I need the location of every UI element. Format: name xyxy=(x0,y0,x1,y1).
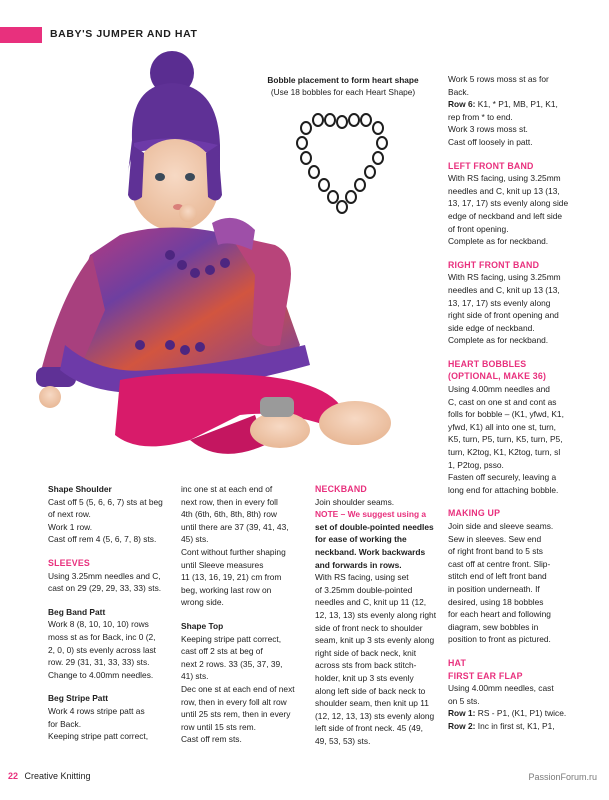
note-line: NOTE – We suggest using a xyxy=(315,509,427,520)
text-line: With RS facing, using set xyxy=(315,572,409,583)
bobble-caption xyxy=(248,74,438,98)
text-line: 1, P2tog, psso. xyxy=(448,459,504,470)
text-line: inc one st at each end of xyxy=(181,484,273,494)
text-line: cast on 29 (29, 29, 33, 33) sts. xyxy=(48,583,162,594)
text-line: Cont without further shaping xyxy=(181,546,286,557)
text-line: Cast off loosely in patt. xyxy=(448,136,533,147)
text-line: 13, 17, 17) sts evenly along xyxy=(448,297,551,308)
bobble-marker xyxy=(313,114,323,126)
bobble-marker xyxy=(337,201,347,213)
page-number: 22 xyxy=(8,771,19,781)
text-line: 4th (6th, 6th, 8th, 8th) row xyxy=(181,509,277,520)
bobble-marker xyxy=(346,191,356,203)
text-line: needles and C, knit up 11 (12, xyxy=(315,597,427,608)
text-line: 2, 0, 0) sts evenly across last xyxy=(48,644,156,655)
column-4 xyxy=(448,73,598,733)
text-line: Dec one st at each end of next xyxy=(181,683,295,694)
text-line: Complete as for neckband. xyxy=(448,236,549,247)
note-line: and forwards in rows. xyxy=(315,559,402,570)
text-line: Keeping stripe patt correct, xyxy=(48,731,149,742)
text-line: right side of front opening and xyxy=(448,310,559,321)
text-line: of right front band to 5 sts xyxy=(448,546,543,557)
text-line: RS - P1, (K1, P1) twice. xyxy=(475,708,567,719)
bobble-marker xyxy=(328,191,338,203)
text-line: Work 4 rows stripe patt as xyxy=(48,705,145,716)
text-line: 12, 13, 13) sts evenly along right xyxy=(315,609,437,620)
text-line: Cast off rem 4 (5, 6, 7, 8) sts. xyxy=(48,534,157,545)
text-line: until there are 37 (39, 41, 43, xyxy=(181,521,289,532)
text-line: Work 1 row. xyxy=(48,521,93,532)
text-line: Work 5 rows moss st as for xyxy=(448,74,549,84)
text-line: Inc in first st, K1, P1, xyxy=(475,720,555,731)
sleeves-heading: SLEEVES xyxy=(48,557,90,568)
column-2 xyxy=(181,483,313,746)
text-line: left side of front neck. 45 (49, xyxy=(315,723,424,734)
text-line: Using 4.00mm needles, cast xyxy=(448,683,554,694)
text-line: on 5 sts. xyxy=(448,695,480,706)
text-line: shoulder seam, then knit up 11 xyxy=(315,698,429,709)
text-line: holder, knit up 3 sts evenly xyxy=(315,672,414,683)
heart-bobble-diagram xyxy=(292,110,392,214)
text-line: needles and C, knit up 13 (13, xyxy=(448,284,560,295)
text-line: folls for bobble – (K1, yfwd, K1, xyxy=(448,409,564,420)
text-line: Change to 4.00mm needles. xyxy=(48,669,154,680)
text-line: desired, using 18 bobbles xyxy=(448,596,544,607)
beg-stripe-heading: Beg Stripe Patt xyxy=(48,693,109,704)
column-1 xyxy=(48,483,178,743)
text-line: 49, 53, 53) sts. xyxy=(315,735,371,746)
text-line: (12, 12, 13, 13) sts evenly along xyxy=(315,710,435,721)
text-line: Cast off 5 (5, 6, 6, 7) sts at beg xyxy=(48,496,163,507)
text-line: needles and C, knit up 13 (13, xyxy=(448,185,560,196)
text-line: Work 3 rows moss st. xyxy=(448,124,528,135)
text-line: beg, working last row on xyxy=(181,584,272,595)
bobble-marker xyxy=(301,152,311,164)
text-line: wrong side. xyxy=(181,597,224,608)
beg-band-heading: Beg Band Patt xyxy=(48,606,106,617)
row-2-label: Row 2: xyxy=(448,720,476,731)
text-line: With RS facing, using 3.25mm xyxy=(448,272,561,283)
text-line: 13, 17, 17) sts evenly along side xyxy=(448,198,569,209)
bobble-marker xyxy=(319,179,329,191)
text-line: edge of neckband and left side xyxy=(448,210,563,221)
text-line: Work 8 (8, 10, 10, 10) rows xyxy=(48,619,149,630)
text-line: yfwd, K1) all into one st, turn, xyxy=(448,421,556,432)
shape-shoulder-heading: Shape Shoulder xyxy=(48,484,112,494)
text-line: Complete as for neckband. xyxy=(448,335,549,346)
text-line: of front opening. xyxy=(448,223,509,234)
text-line: Keeping stripe patt correct, xyxy=(181,633,282,644)
header-accent-bar xyxy=(0,27,42,43)
bobble-caption-title: Bobble placement to form heart shape xyxy=(267,75,419,85)
text-line: seam, knit up 3 sts evenly along xyxy=(315,635,435,646)
hat-heading: HAT xyxy=(448,657,467,668)
text-line: turn, K2tog, K1, K2tog, turn, sl xyxy=(448,447,561,458)
bobble-marker xyxy=(365,166,375,178)
text-line: next row, then in every foll xyxy=(181,496,278,507)
row-6-label: Row 6: xyxy=(448,99,476,110)
neckband-heading: NECKBAND xyxy=(315,484,367,494)
text-line: for each heart and following xyxy=(448,609,551,620)
text-line: across sts from back stitch- xyxy=(315,660,417,671)
text-line: stitch end of left front band xyxy=(448,571,547,582)
making-up-heading: MAKING UP xyxy=(448,508,501,519)
watermark: PassionForum.ru xyxy=(528,772,597,782)
text-line: moss st as for Back, inc 0 (2, xyxy=(48,631,156,642)
bobble-marker xyxy=(355,179,365,191)
text-line: Cast off rem sts. xyxy=(181,734,242,745)
note-line: set of double-pointed needles xyxy=(315,521,434,532)
text-line: C, cast on one st and cont as xyxy=(448,396,557,407)
text-line: until Sleeve measures xyxy=(181,559,264,570)
column-3 xyxy=(315,483,447,747)
bobble-caption-subtitle: (Use 18 bobbles for each Heart Shape) xyxy=(270,87,416,97)
footer xyxy=(8,771,91,781)
magazine-name: Creative Knitting xyxy=(24,771,91,781)
bobble-marker xyxy=(361,114,371,126)
text-line: side of front neck to shoulder xyxy=(315,622,423,633)
text-line: cast off at centre front. Slip- xyxy=(448,558,551,569)
bobble-marker xyxy=(325,114,335,126)
bobble-marker xyxy=(297,137,307,149)
page-title: BABY'S JUMPER AND HAT xyxy=(50,28,198,40)
right-front-band-heading: RIGHT FRONT BAND xyxy=(448,259,540,270)
first-ear-flap-heading: FIRST EAR FLAP xyxy=(448,670,523,681)
text-line: in position underneath. If xyxy=(448,583,540,594)
text-line: cast off 2 sts at beg of xyxy=(181,646,263,657)
text-line: row until 15 sts rem. xyxy=(181,721,256,732)
text-line: for Back. xyxy=(48,718,82,729)
text-line: position to front as pictured. xyxy=(448,634,551,645)
heart-bobbles-heading: HEART BOBBLES xyxy=(448,358,527,369)
bobble-marker xyxy=(373,152,383,164)
bobble-marker xyxy=(377,137,387,149)
bobble-marker xyxy=(349,114,359,126)
text-line: long end for attaching bobble. xyxy=(448,484,559,495)
text-line: diagram, sew bobbles in xyxy=(448,621,539,632)
text-line: of next row. xyxy=(48,509,91,520)
text-line: K5, turn, P5, turn, K5, turn, P5, xyxy=(448,434,563,445)
left-front-band-heading: LEFT FRONT BAND xyxy=(448,160,534,171)
text-line: K1, * P1, MB, P1, K1, xyxy=(475,99,558,110)
text-line: Join side and sleeve seams. xyxy=(448,521,554,531)
text-line: row, then in every foll alt row xyxy=(181,696,287,707)
text-line: 11 (13, 16, 19, 21) cm from xyxy=(181,572,282,583)
text-line: 41) sts. xyxy=(181,671,209,682)
note-line: for ease of working the xyxy=(315,534,407,545)
shape-top-heading: Shape Top xyxy=(181,620,224,631)
row-1-label: Row 1: xyxy=(448,708,476,719)
note-line: neckband. Work backwards xyxy=(315,546,426,557)
text-line: row. 29 (31, 31, 33, 33) sts. xyxy=(48,657,150,668)
text-line: Using 3.25mm needles and C, xyxy=(48,570,161,581)
text-line: Sew in sleeves. Sew end xyxy=(448,533,542,544)
text-line: along left side of back neck to xyxy=(315,685,426,696)
text-line: until 25 sts rem, then in every xyxy=(181,709,291,720)
text-line: With RS facing, using 3.25mm xyxy=(448,173,561,184)
text-line: of 3.25mm double-pointed xyxy=(315,584,413,595)
text-line: Join shoulder seams. xyxy=(315,496,395,507)
text-line: next 2 rows. 33 (35, 37, 39, xyxy=(181,658,283,669)
text-line: 45) sts. xyxy=(181,534,209,545)
bobble-marker xyxy=(301,122,311,134)
heart-bobbles-subheading: (OPTIONAL, MAKE 36) xyxy=(448,371,547,382)
bobble-marker xyxy=(337,116,347,128)
text-line: rep from * to end. xyxy=(448,111,513,122)
bobble-marker xyxy=(373,122,383,134)
text-line: right side of back neck, knit xyxy=(315,647,417,658)
text-line: Using 4.00mm needles and xyxy=(448,384,550,395)
bobble-marker xyxy=(309,166,319,178)
text-line: Back. xyxy=(448,86,469,97)
text-line: Fasten off securely, leaving a xyxy=(448,472,557,483)
text-line: side edge of neckband. xyxy=(448,322,535,333)
